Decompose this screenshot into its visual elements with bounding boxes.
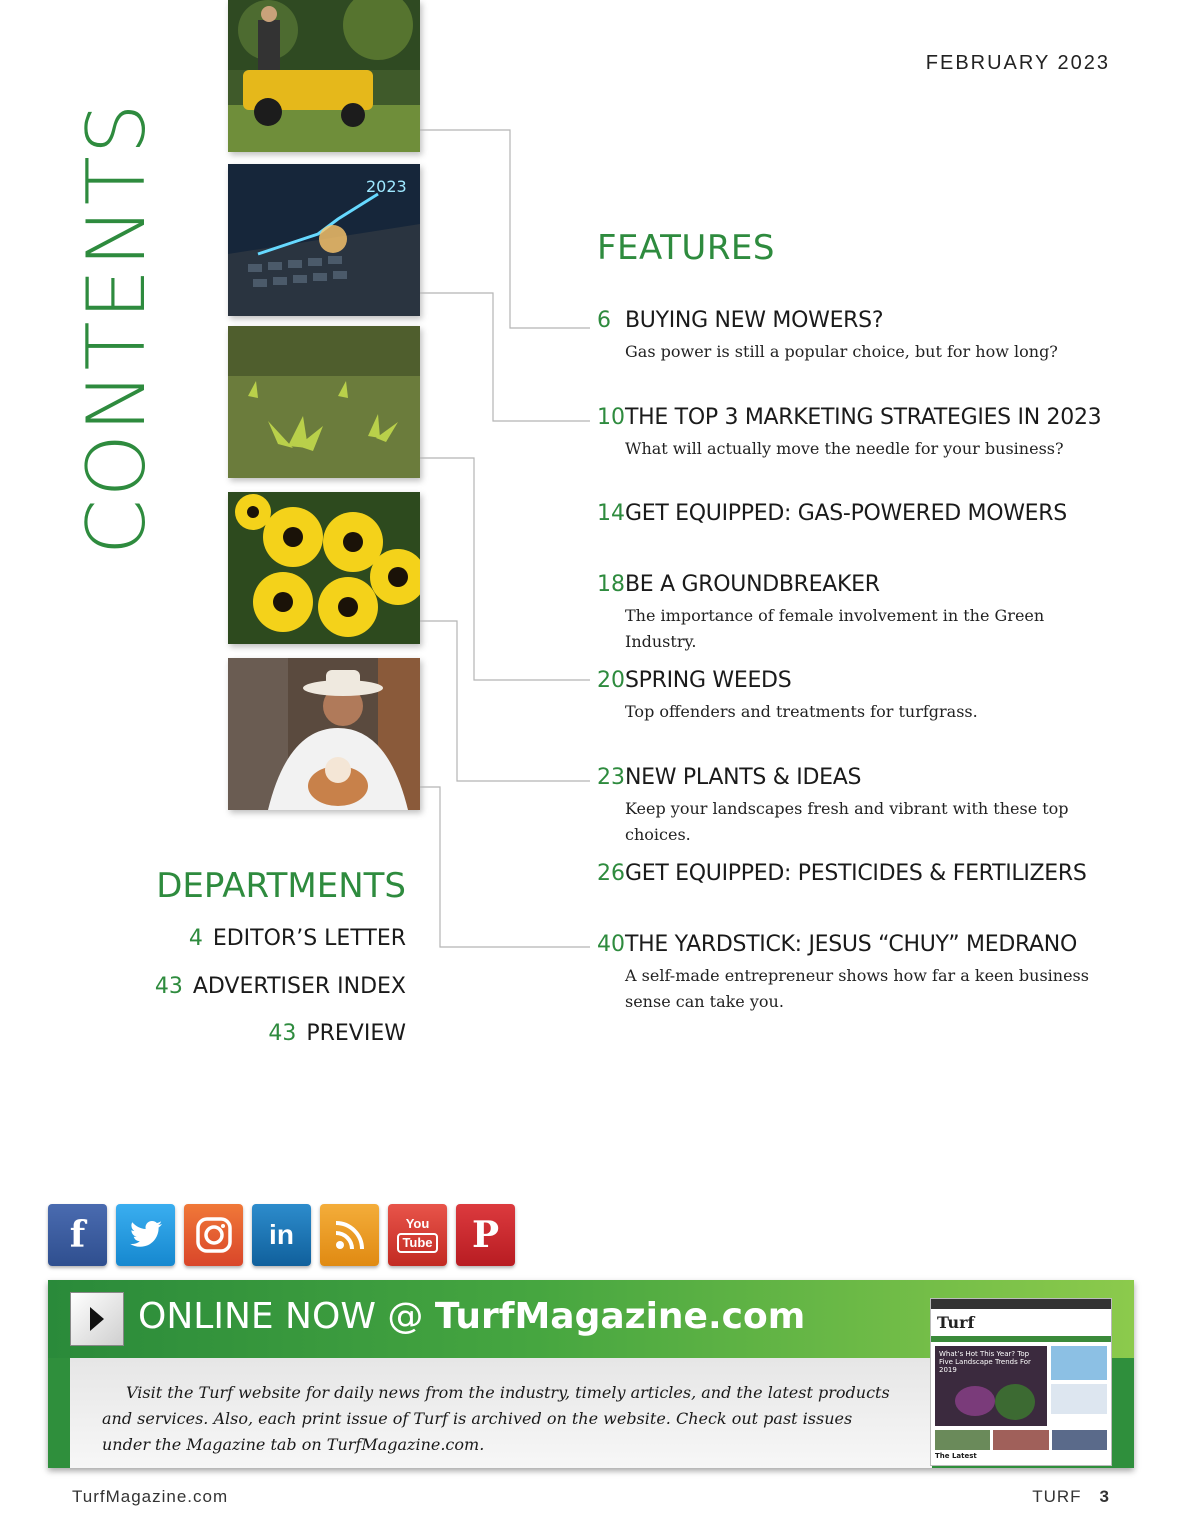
youtube-icon[interactable]: You Tube (388, 1204, 447, 1266)
rss-icon[interactable] (320, 1204, 379, 1266)
page-number: 6 (597, 308, 611, 333)
page-number: 20 (597, 668, 625, 693)
online-now-banner[interactable] (48, 1280, 1134, 1468)
social-icons (48, 1204, 515, 1266)
page-number: 10 (597, 405, 625, 430)
department-title: ADVERTISER INDEX (192, 974, 406, 999)
page-number: 3 (1099, 1487, 1110, 1506)
banner-site-link[interactable]: TurfMagazine.com (434, 1296, 806, 1337)
page-number: 18 (597, 572, 625, 597)
page-number: 43 (154, 974, 183, 999)
feature-title: BE A GROUNDBREAKER (625, 572, 880, 597)
feature-item[interactable] (597, 765, 1117, 848)
footer-folio (1032, 1487, 1110, 1507)
photo-overlay-text: 2023 (366, 177, 407, 196)
page-number: 4 (188, 926, 203, 951)
pinterest-icon[interactable]: P (456, 1204, 515, 1266)
department-item[interactable] (189, 926, 406, 951)
weeds-turf-photo (228, 326, 420, 478)
feature-item[interactable] (597, 932, 1117, 1015)
feature-description: Keep your landscapes fresh and vibrant with these top choices. (625, 799, 1069, 844)
feature-title: THE YARDSTICK: JESUS “CHUY” MEDRANO (625, 932, 1077, 957)
yellow-flowers-photo (228, 492, 420, 644)
feature-description: The importance of female involvement in the Green Industry. (625, 606, 1045, 651)
department-item[interactable] (155, 974, 406, 999)
feature-item[interactable] (597, 572, 1117, 655)
department-title: EDITOR’S LETTER (212, 926, 406, 951)
footer-site: TurfMagazine.com (72, 1487, 229, 1506)
banner-title: ONLINE NOW @ TurfMagazine.com (138, 1296, 806, 1337)
thumb-section: The Latest (935, 1452, 977, 1460)
feature-title: GET EQUIPPED: GAS-POWERED MOWERS (625, 501, 1067, 526)
department-item[interactable] (268, 1021, 406, 1046)
page-number: 26 (597, 861, 625, 886)
feature-item[interactable] (597, 668, 1117, 725)
mower-photo (228, 0, 420, 152)
page-number: 14 (597, 501, 625, 526)
feature-description: Top offenders and treatments for turfgrass. (625, 702, 978, 721)
feature-item[interactable] (597, 405, 1117, 462)
feature-description: A self-made entrepreneur shows how far a keen business sense can take you. (625, 966, 1089, 1011)
page-number: 23 (597, 765, 625, 790)
issue-date: FEBRUARY 2023 (925, 52, 1110, 74)
laptop-2023-photo (228, 164, 420, 316)
feature-title: GET EQUIPPED: PESTICIDES & FERTILIZERS (625, 861, 1087, 886)
footer-magazine: TURF (1032, 1487, 1082, 1506)
man-with-dog-photo (228, 658, 420, 810)
instagram-icon[interactable] (184, 1204, 243, 1266)
departments-heading: DEPARTMENTS (156, 866, 406, 906)
facebook-icon[interactable]: f (48, 1204, 107, 1266)
thumb-headline: What’s Hot This Year? Top Five Landscape Trends For 2019 (939, 1350, 1031, 1374)
feature-description: Gas power is still a popular choice, but for how long? (625, 342, 1058, 361)
thumb-logo: Turf (937, 1313, 975, 1332)
feature-title: NEW PLANTS & IDEAS (625, 765, 862, 790)
feature-item[interactable] (597, 861, 1117, 886)
play-icon[interactable] (70, 1292, 124, 1346)
website-thumbnail[interactable] (930, 1298, 1112, 1466)
feature-item[interactable] (597, 308, 1117, 365)
contents-title: CONTENTS (70, 101, 163, 555)
page-number: 43 (268, 1021, 297, 1046)
feature-title: BUYING NEW MOWERS? (625, 308, 884, 333)
department-title: PREVIEW (306, 1021, 406, 1046)
feature-item[interactable] (597, 501, 1117, 526)
banner-description: Visit the Turf website for daily news from the industry, timely articles, and the latest products and services. Also, each print issue of Turf is archived on the website. Check out past issues under the Magazine tab on TurfMagazine.com. (102, 1383, 890, 1454)
twitter-icon[interactable] (116, 1204, 175, 1266)
linkedin-icon[interactable]: in (252, 1204, 311, 1266)
feature-title: SPRING WEEDS (625, 668, 792, 693)
features-heading: FEATURES (597, 228, 776, 268)
page-number: 40 (597, 932, 625, 957)
feature-description: What will actually move the needle for your business? (625, 439, 1064, 458)
feature-title: THE TOP 3 MARKETING STRATEGIES IN 2023 (625, 405, 1102, 430)
